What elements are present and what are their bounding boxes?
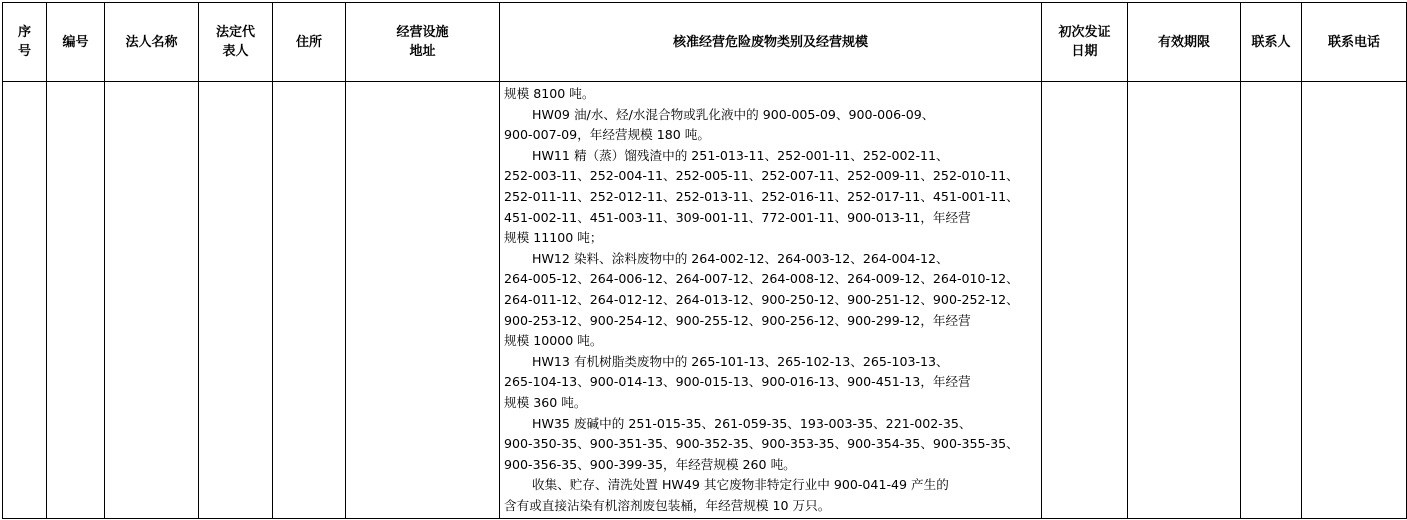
- header-label: 有效期限: [1157, 34, 1210, 50]
- permit-table: [2, 2, 1407, 519]
- header-label: 法定代 表人: [215, 25, 255, 59]
- text-line: 收集、贮存、清洗处置 HW49 其它废物非特定行业中 900-041-49 产生的: [532, 477, 949, 493]
- text-line: HW12 染料、涂料废物中的 264-002-12、264-003-12、264-004-12、: [532, 250, 949, 266]
- header-label: 编号: [62, 34, 89, 50]
- cell-validity: [1128, 82, 1241, 519]
- header-row: [3, 3, 1407, 82]
- cell-index: [3, 82, 47, 519]
- header-label: 法人名称: [125, 34, 178, 50]
- header-facility-address: [346, 3, 500, 82]
- text-line: 264-005-12、264-006-12、264-007-12、264-008-12、264-009-12、264-010-12、: [504, 271, 1019, 287]
- text-line: 规模 8100 吨。: [504, 86, 595, 101]
- text-line: HW09 油/水、烃/水混合物或乳化液中的 900-005-09、900-006-09、: [532, 106, 935, 122]
- header-number: [47, 3, 105, 82]
- header-label: 住所: [295, 34, 322, 50]
- text-line: 264-011-12、264-012-12、264-013-12、900-250-12、900-251-12、900-252-12、: [504, 291, 1019, 307]
- text-line: HW35 废碱中的 251-015-35、261-059-35、193-003-35、221-002-35、: [532, 415, 972, 431]
- table-row: [3, 82, 1407, 519]
- cell-issue-date: [1042, 82, 1128, 519]
- header-issue-date: [1042, 3, 1128, 82]
- text-line: 规模 11100 吨；: [504, 230, 603, 246]
- header-category-scale: [500, 3, 1042, 82]
- cell-category-scale: [500, 82, 1042, 519]
- cell-phone: [1302, 82, 1407, 519]
- text-line: 900-356-35、900-399-35，年经营规模 260 吨。: [504, 456, 796, 472]
- cell-number: [47, 82, 105, 519]
- cell-residence: [273, 82, 346, 519]
- header-contact: [1241, 3, 1302, 82]
- text-line: 900-350-35、900-351-35、900-352-35、900-353-35、900-354-35、900-355-35、: [504, 436, 1019, 452]
- cell-facility-address: [346, 82, 500, 519]
- text-line: HW13 有机树脂类废物中的 265-101-13、265-102-13、265-103-13、: [532, 353, 949, 369]
- header-label: 序 号: [17, 25, 31, 59]
- text-line: 900-253-12、900-254-12、900-255-12、900-256-12、900-299-12，年经营: [504, 312, 971, 328]
- category-scale-text: [504, 84, 1037, 516]
- header-label: 核准经营危险废物类别及经营规模: [672, 34, 868, 50]
- header-label: 经营设施 地址: [396, 25, 449, 59]
- text-line: 规模 360 吨。: [504, 394, 587, 410]
- header-label: 联系人: [1251, 34, 1291, 50]
- text-line: 规模 10000 吨。: [504, 333, 603, 349]
- text-line: 265-104-13、900-014-13、900-015-13、900-016-13、900-451-13，年经营: [504, 374, 971, 390]
- header-legal-name: [105, 3, 199, 82]
- header-residence: [273, 3, 346, 82]
- text-line: HW11 精（蒸）馏残渣中的 251-013-11、252-001-11、252-002-11、: [532, 147, 949, 163]
- header-label: 联系电话: [1327, 34, 1380, 50]
- header-index: [3, 3, 47, 82]
- text-line: 451-002-11、451-003-11、309-001-11、772-001-11、900-013-11，年经营: [504, 209, 971, 225]
- header-validity: [1128, 3, 1241, 82]
- cell-legal-rep: [199, 82, 273, 519]
- cell-legal-name: [105, 82, 199, 519]
- header-phone: [1302, 3, 1407, 82]
- text-line: 含有或直接沾染有机溶剂废包装桶，年经营规模 10 万只。: [504, 497, 831, 513]
- text-line: 900-007-09，年经营规模 180 吨。: [504, 127, 710, 143]
- cell-contact: [1241, 82, 1302, 519]
- text-line: 252-011-11、252-012-11、252-013-11、252-016-11、252-017-11、451-001-11、: [504, 188, 1019, 204]
- header-legal-rep: [199, 3, 273, 82]
- text-line: 252-003-11、252-004-11、252-005-11、252-007-11、252-009-11、252-010-11、: [504, 168, 1019, 184]
- header-label: 初次发证 日期: [1058, 25, 1111, 59]
